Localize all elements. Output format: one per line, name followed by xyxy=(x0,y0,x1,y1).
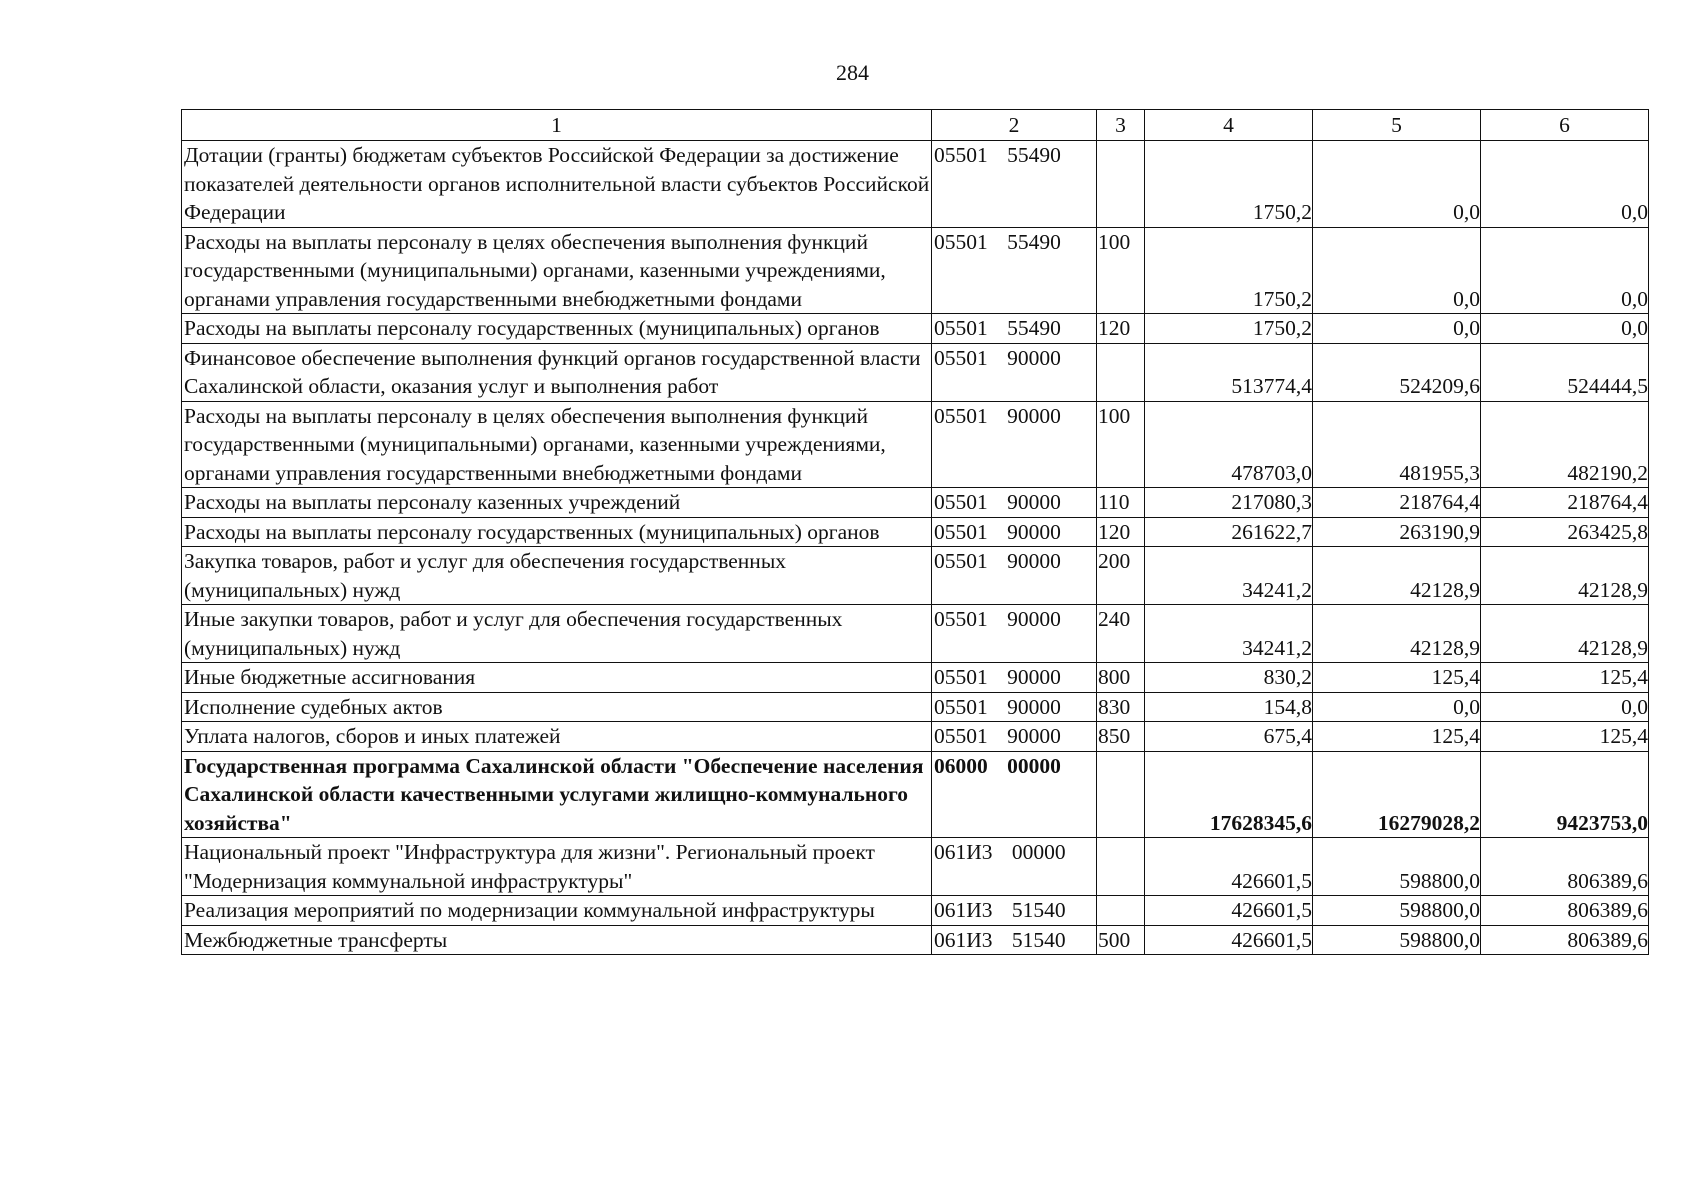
row-name: Межбюджетные трансферты xyxy=(182,925,932,955)
row-vr: 120 xyxy=(1097,517,1145,547)
row-vr: 830 xyxy=(1097,692,1145,722)
row-value-year2: 0,0 xyxy=(1313,227,1481,314)
row-vr: 800 xyxy=(1097,663,1145,693)
row-code: 05501 90000 xyxy=(932,401,1097,488)
header-cell-name: 1 xyxy=(182,110,932,141)
header-row xyxy=(182,110,1649,141)
row-name: Финансовое обеспечение выполнения функций органов государственной власти Сахалинской области, оказания услуг и выполнения работ xyxy=(182,343,932,401)
row-value-year3: 9423753,0 xyxy=(1481,751,1649,838)
row-code: 05501 90000 xyxy=(932,605,1097,663)
row-value-year1: 34241,2 xyxy=(1145,547,1313,605)
row-name: Расходы на выплаты персоналу казенных учреждений xyxy=(182,488,932,518)
row-value-year1: 217080,3 xyxy=(1145,488,1313,518)
table-row xyxy=(182,517,1649,547)
row-vr: 500 xyxy=(1097,925,1145,955)
row-value-year2: 0,0 xyxy=(1313,692,1481,722)
row-value-year2: 218764,4 xyxy=(1313,488,1481,518)
row-code: 06000 00000 xyxy=(932,751,1097,838)
table-row xyxy=(182,488,1649,518)
row-value-year2: 42128,9 xyxy=(1313,547,1481,605)
row-code: 05501 90000 xyxy=(932,517,1097,547)
row-code: 061И3 51540 xyxy=(932,925,1097,955)
row-code: 05501 90000 xyxy=(932,692,1097,722)
row-value-year2: 125,4 xyxy=(1313,722,1481,752)
row-vr xyxy=(1097,141,1145,228)
table-row-program xyxy=(182,751,1649,838)
table-row xyxy=(182,227,1649,314)
row-code: 05501 55490 xyxy=(932,227,1097,314)
header-cell-year2: 5 xyxy=(1313,110,1481,141)
row-value-year1: 675,4 xyxy=(1145,722,1313,752)
row-value-year1: 426601,5 xyxy=(1145,838,1313,896)
row-name: Дотации (гранты) бюджетам субъектов Российской Федерации за достижение показателей деятельности органов исполнительной власти субъектов Российской Федерации xyxy=(182,141,932,228)
row-value-year2: 42128,9 xyxy=(1313,605,1481,663)
page-number: 284 xyxy=(836,60,869,85)
row-code: 05501 55490 xyxy=(932,141,1097,228)
row-value-year1: 426601,5 xyxy=(1145,925,1313,955)
table-row xyxy=(182,141,1649,228)
row-code: 05501 90000 xyxy=(932,722,1097,752)
row-name: Расходы на выплаты персоналу государственных (муниципальных) органов xyxy=(182,517,932,547)
row-vr: 200 xyxy=(1097,547,1145,605)
row-vr: 110 xyxy=(1097,488,1145,518)
row-name: Уплата налогов, сборов и иных платежей xyxy=(182,722,932,752)
table-row xyxy=(182,692,1649,722)
row-value-year1: 34241,2 xyxy=(1145,605,1313,663)
row-name: Расходы на выплаты персоналу в целях обеспечения выполнения функций государственными (муниципальными) органами, казенными учреждениями, органами управления государственными внебюджетными фондами xyxy=(182,227,932,314)
table-row xyxy=(182,663,1649,693)
row-value-year2: 16279028,2 xyxy=(1313,751,1481,838)
row-value-year3: 0,0 xyxy=(1481,692,1649,722)
row-name: Исполнение судебных актов xyxy=(182,692,932,722)
budget-table xyxy=(181,109,1649,955)
row-name: Расходы на выплаты персоналу в целях обеспечения выполнения функций государственными (муниципальными) органами, казенными учреждениями, органами управления государственными внебюджетными фондами xyxy=(182,401,932,488)
row-code: 05501 90000 xyxy=(932,343,1097,401)
table-row xyxy=(182,605,1649,663)
row-value-year3: 806389,6 xyxy=(1481,925,1649,955)
row-vr xyxy=(1097,838,1145,896)
header-cell-year1: 4 xyxy=(1145,110,1313,141)
table-row xyxy=(182,722,1649,752)
row-vr xyxy=(1097,751,1145,838)
row-value-year3: 263425,8 xyxy=(1481,517,1649,547)
row-vr xyxy=(1097,343,1145,401)
row-value-year1: 261622,7 xyxy=(1145,517,1313,547)
row-name: Закупка товаров, работ и услуг для обеспечения государственных (муниципальных) нужд xyxy=(182,547,932,605)
row-value-year2: 598800,0 xyxy=(1313,896,1481,926)
row-value-year3: 125,4 xyxy=(1481,663,1649,693)
header-cell-code: 2 xyxy=(932,110,1097,141)
row-code: 05501 55490 xyxy=(932,314,1097,344)
row-value-year3: 0,0 xyxy=(1481,314,1649,344)
row-value-year1: 1750,2 xyxy=(1145,141,1313,228)
row-value-year2: 0,0 xyxy=(1313,314,1481,344)
row-value-year1: 1750,2 xyxy=(1145,227,1313,314)
row-value-year3: 0,0 xyxy=(1481,227,1649,314)
row-vr: 240 xyxy=(1097,605,1145,663)
row-value-year2: 263190,9 xyxy=(1313,517,1481,547)
row-value-year3: 0,0 xyxy=(1481,141,1649,228)
row-name: Расходы на выплаты персоналу государственных (муниципальных) органов xyxy=(182,314,932,344)
row-value-year2: 598800,0 xyxy=(1313,838,1481,896)
header-cell-vr: 3 xyxy=(1097,110,1145,141)
row-code: 061И3 00000 xyxy=(932,838,1097,896)
row-value-year3: 42128,9 xyxy=(1481,547,1649,605)
row-value-year3: 42128,9 xyxy=(1481,605,1649,663)
table-row xyxy=(182,925,1649,955)
header-cell-year3: 6 xyxy=(1481,110,1649,141)
row-name: Иные бюджетные ассигнования xyxy=(182,663,932,693)
row-name: Реализация мероприятий по модернизации коммунальной инфраструктуры xyxy=(182,896,932,926)
row-value-year2: 481955,3 xyxy=(1313,401,1481,488)
row-value-year3: 482190,2 xyxy=(1481,401,1649,488)
row-value-year2: 0,0 xyxy=(1313,141,1481,228)
table-row xyxy=(182,547,1649,605)
row-name: Государственная программа Сахалинской области "Обеспечение населения Сахалинской области качественными услугами жилищно-коммунального хозяйства" xyxy=(182,751,932,838)
row-value-year1: 17628345,6 xyxy=(1145,751,1313,838)
row-vr: 100 xyxy=(1097,227,1145,314)
row-name: Иные закупки товаров, работ и услуг для обеспечения государственных (муниципальных) нужд xyxy=(182,605,932,663)
row-vr: 120 xyxy=(1097,314,1145,344)
row-name: Национальный проект "Инфраструктура для жизни". Региональный проект "Модернизация коммунальной инфраструктуры" xyxy=(182,838,932,896)
row-value-year1: 426601,5 xyxy=(1145,896,1313,926)
row-vr xyxy=(1097,896,1145,926)
table-row xyxy=(182,314,1649,344)
row-value-year3: 524444,5 xyxy=(1481,343,1649,401)
row-code: 05501 90000 xyxy=(932,547,1097,605)
table-row xyxy=(182,896,1649,926)
row-vr: 850 xyxy=(1097,722,1145,752)
table-row xyxy=(182,343,1649,401)
table-row xyxy=(182,401,1649,488)
row-value-year1: 154,8 xyxy=(1145,692,1313,722)
row-vr: 100 xyxy=(1097,401,1145,488)
row-value-year3: 806389,6 xyxy=(1481,838,1649,896)
table-row xyxy=(182,838,1649,896)
row-value-year1: 478703,0 xyxy=(1145,401,1313,488)
row-code: 05501 90000 xyxy=(932,663,1097,693)
row-code: 05501 90000 xyxy=(932,488,1097,518)
row-value-year3: 218764,4 xyxy=(1481,488,1649,518)
row-value-year3: 806389,6 xyxy=(1481,896,1649,926)
row-code: 061И3 51540 xyxy=(932,896,1097,926)
row-value-year2: 125,4 xyxy=(1313,663,1481,693)
row-value-year1: 1750,2 xyxy=(1145,314,1313,344)
row-value-year3: 125,4 xyxy=(1481,722,1649,752)
row-value-year2: 598800,0 xyxy=(1313,925,1481,955)
row-value-year1: 830,2 xyxy=(1145,663,1313,693)
row-value-year1: 513774,4 xyxy=(1145,343,1313,401)
row-value-year2: 524209,6 xyxy=(1313,343,1481,401)
